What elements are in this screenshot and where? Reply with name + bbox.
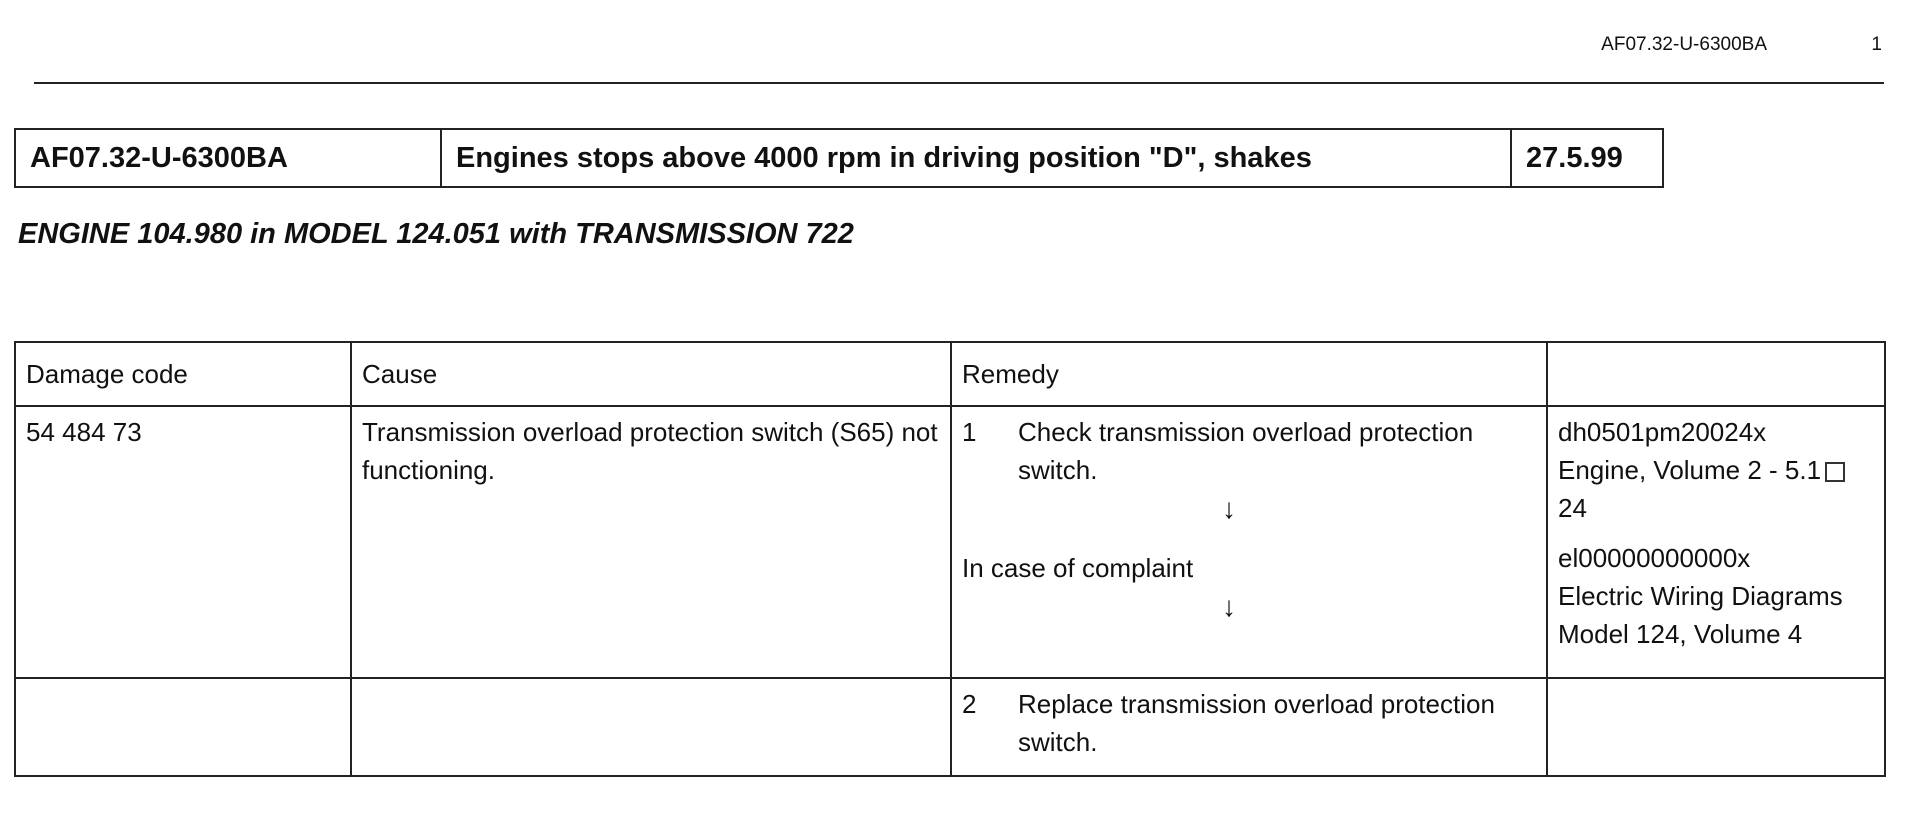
damage-code-cell-empty [15, 678, 351, 776]
document-title: Engines stops above 4000 rpm in driving position "D", shakes [441, 129, 1511, 187]
box-icon [1825, 462, 1845, 482]
reference-engine-title: Engine, Volume 2 - 5.1 [1558, 451, 1874, 489]
header-doc-code: AF07.32-U-6300BA [1601, 34, 1767, 55]
complaint-text: In case of complaint [962, 553, 1194, 583]
header-cause: Cause [351, 342, 951, 406]
reference-wiring [1558, 539, 1874, 653]
down-arrow-icon: ↓ [1222, 493, 1236, 524]
title-bar [14, 128, 1664, 188]
table-row [15, 678, 1885, 776]
remedy-cell [951, 678, 1547, 776]
page-header [34, 30, 1884, 84]
step-2-text: Replace transmission overload protection switch. [1018, 689, 1495, 757]
header-page-number: 1 [1871, 34, 1882, 55]
reference-engine [1558, 413, 1874, 527]
reference-engine-code: dh0501pm20024x [1558, 417, 1767, 447]
reference-wiring-code: el00000000000x [1558, 543, 1751, 573]
header-damage-code: Damage code [15, 342, 351, 406]
reference-wiring-title: Electric Wiring Diagrams [1558, 581, 1843, 611]
damage-code-cell: 54 484 73 [15, 406, 351, 678]
reference-cell [1547, 406, 1885, 678]
table-header-row [15, 342, 1885, 406]
cause-cell-empty [351, 678, 951, 776]
reference-wiring-model: Model 124, Volume 4 [1558, 619, 1803, 649]
step-1-number: 1 [962, 417, 977, 447]
diagnosis-table [14, 341, 1886, 777]
reference-engine-page: 24 [1558, 493, 1587, 523]
reference-cell-empty [1547, 678, 1885, 776]
remedy-step-1 [962, 413, 1536, 489]
title-code: AF07.32-U-6300BA [15, 129, 441, 187]
title-date: 27.5.99 [1511, 129, 1663, 187]
table-row [15, 406, 1885, 678]
document-subtitle: ENGINE 104.980 in MODEL 124.051 with TRANSMISSION 722 [18, 218, 854, 250]
down-arrow-icon: ↓ [1222, 591, 1236, 622]
cause-cell: Transmission overload protection switch (S65) not functioning. [351, 406, 951, 678]
remedy-step-2 [962, 685, 1536, 761]
step-1-text: Check transmission overload protection switch. [1018, 417, 1474, 485]
remedy-cell [951, 406, 1547, 678]
step-2-number: 2 [962, 689, 977, 719]
header-reference [1547, 342, 1885, 406]
header-remedy: Remedy [951, 342, 1547, 406]
